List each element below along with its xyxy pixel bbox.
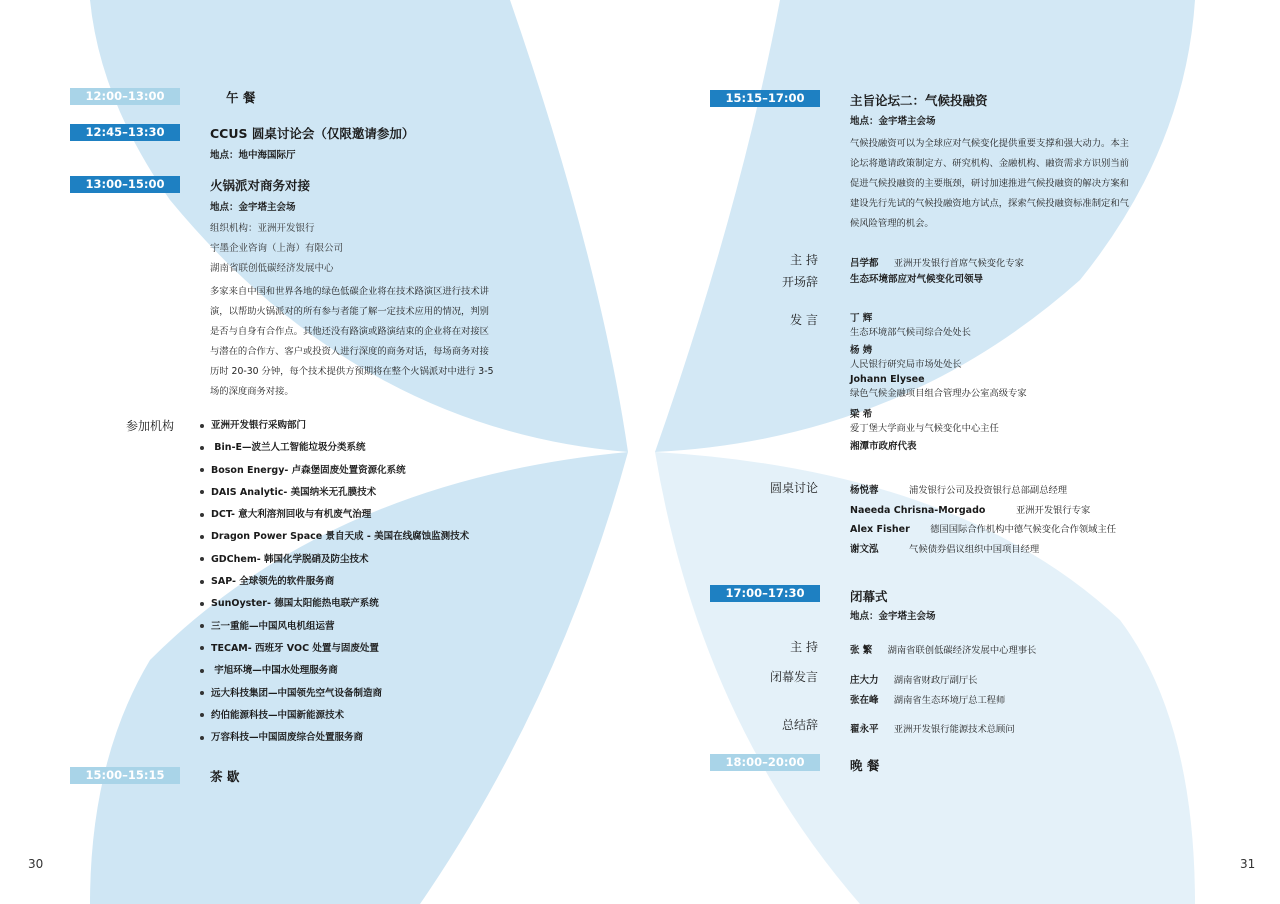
roundtable-name: 杨悦蓉 — [850, 485, 879, 496]
roundtable-entry — [850, 537, 1039, 556]
participant-item: 万容科技—中国固废综合处置服务商 — [200, 729, 469, 751]
closing-speech-name: 张在峰 — [850, 695, 879, 706]
hotpot-organizer-3: 湖南省联创低碳经济发展中心 — [210, 263, 334, 274]
participant-item: TECAM- 西班牙 VOC 处置与固废处置 — [200, 640, 469, 662]
ccus-title: CCUS 圆桌讨论会（仅限邀请参加） — [210, 126, 415, 141]
closing-time-badge: 17:00–17:30 — [710, 585, 820, 602]
speaker-entry — [850, 342, 962, 370]
forum-title: 主旨论坛二：气候投融资 — [850, 93, 988, 108]
speaker-entry — [850, 310, 971, 338]
forum-host-name: 吕学都 — [850, 258, 879, 269]
roundtable-name: Alex Fisher — [850, 524, 910, 535]
bullet-icon — [200, 535, 204, 539]
forum-time-badge: 15:15–17:00 — [710, 90, 820, 107]
forum-host — [850, 251, 1024, 270]
tea-title: 茶 歇 — [210, 769, 240, 784]
hotpot-desc-line: 场的深度商务对接。 — [210, 386, 294, 397]
lunch-title: 午 餐 — [226, 90, 256, 105]
speaker-entry — [850, 374, 1027, 399]
hotpot-desc-line: 历时 20-30 分钟，每个技术提供方预期将在整个火锅派对中进行 3-5 — [210, 366, 494, 377]
roundtable-role: 亚洲开发银行专家 — [1015, 505, 1091, 516]
speaker-extra: 湘潭市政府代表 — [850, 441, 917, 452]
speaker-name: 杨 娉 — [850, 345, 873, 356]
participant-item: 亚洲开发银行采购部门 — [200, 417, 469, 439]
closing-speech-entry — [850, 688, 1005, 707]
hotpot-desc-line: 与潜在的合作方、客户或投资人进行深度的商务对话，每场商务对接 — [210, 346, 489, 357]
closing-host-role: 湖南省联创低碳经济发展中心理事长 — [887, 645, 1037, 656]
speaker-role: 生态环境部气候司综合处处长 — [850, 327, 971, 338]
roundtable-name: Naeeda Chrisna-Morgado — [850, 505, 986, 516]
forum-location: 地点：金宇塔主会场 — [850, 116, 936, 127]
bullet-icon — [200, 468, 204, 472]
summary-name: 翟永平 — [850, 724, 879, 735]
speaker-role: 绿色气候金融项目组合管理办公室高级专家 — [850, 388, 1027, 399]
forum-host-label: 主 持 — [790, 253, 818, 267]
dinner-time-badge: 18:00–20:00 — [710, 754, 820, 771]
speaker-name: 丁 辉 — [850, 313, 873, 324]
bullet-icon — [200, 736, 204, 740]
lunch-time-badge: 12:00–13:00 — [70, 88, 180, 105]
summary-role: 亚洲开发银行能源技术总顾问 — [893, 724, 1015, 735]
participant-item: SunOyster- 德国太阳能热电联产系统 — [200, 595, 469, 617]
hotpot-desc-line: 演，以帮助火锅派对的所有参与者能了解一定技术应用的情况，判别 — [210, 306, 489, 317]
ccus-location: 地点：地中海国际厅 — [210, 150, 296, 161]
bullet-icon — [200, 669, 204, 673]
bullet-icon — [200, 602, 204, 606]
bullet-icon — [200, 713, 204, 717]
closing-speech-entry — [850, 668, 977, 687]
hotpot-title: 火锅派对商务对接 — [210, 178, 311, 193]
participant-item: DAIS Analytic- 美国纳米无孔膜技术 — [200, 484, 469, 506]
participant-item: GDChem- 韩国化学脱硝及防尘技术 — [200, 551, 469, 573]
roundtable-entry — [850, 478, 1067, 497]
participant-item: 宇旭环境—中国水处理服务商 — [200, 662, 469, 684]
participants-label: 参加机构 — [126, 419, 175, 433]
speaker-role: 人民银行研究局市场处处长 — [850, 359, 962, 370]
page-number-right: 31 — [1240, 857, 1256, 871]
hotpot-desc-line: 是否与自身有合作点。其他还没有路演或路演结束的企业将在对接区 — [210, 326, 489, 337]
hotpot-desc-line: 多家来自中国和世界各地的绿色低碳企业将在技术路演区进行技术讲 — [210, 286, 489, 297]
summary-entry — [850, 717, 1015, 736]
bullet-icon — [200, 424, 204, 428]
tea-time-badge: 15:00–15:15 — [70, 767, 180, 784]
bullet-icon — [200, 624, 204, 628]
bullet-icon — [200, 646, 204, 650]
bullet-icon — [200, 557, 204, 561]
forum-desc-line: 促进气候投融资的主要瓶颈，研讨加速推进气候投融资的解决方案和 — [850, 178, 1129, 189]
participant-item: 三一重能—中国风电机组运营 — [200, 618, 469, 640]
roundtable-role: 德国国际合作机构中德气候变化合作领域主任 — [930, 524, 1117, 535]
roundtable-entry — [850, 498, 1090, 517]
forum-description — [850, 134, 1129, 234]
speaker-entry — [850, 406, 999, 434]
forum-desc-line: 论坛将邀请政策制定方、研究机构、金融机构、融资需求方识别当前 — [850, 158, 1129, 169]
participant-item: SAP- 全球领先的软件服务商 — [200, 573, 469, 595]
participant-item: Bin-E—波兰人工智能垃圾分类系统 — [200, 439, 469, 461]
roundtable-role: 浦发银行公司及投资银行总部副总经理 — [909, 485, 1068, 496]
bullet-icon — [200, 490, 204, 494]
participant-item: Boson Energy- 卢森堡固废处置资源化系统 — [200, 462, 469, 484]
hotpot-location: 地点：金宇塔主会场 — [210, 202, 296, 213]
roundtable-label: 圆桌讨论 — [769, 481, 818, 495]
bullet-icon — [200, 691, 204, 695]
bullet-icon — [200, 446, 204, 450]
participant-item: Dragon Power Space 景自天成 - 美国在线腐蚀监测技术 — [200, 528, 469, 550]
ccus-time-badge: 12:45–13:30 — [70, 124, 180, 141]
closing-speech-label: 闭幕发言 — [769, 670, 818, 684]
roundtable-entry — [850, 517, 1116, 536]
hotpot-organizer-2: 宇墨企业咨询（上海）有限公司 — [210, 243, 344, 254]
roundtable-role: 气候债券倡议组织中国项目经理 — [909, 544, 1040, 555]
bullet-icon — [200, 513, 204, 517]
speakers-label: 发 言 — [790, 313, 818, 327]
forum-host-role: 亚洲开发银行首席气候变化专家 — [893, 258, 1024, 269]
forum-desc-line: 建设先行先试的气候投融资地方试点，探索气候投融资标准制定和气 — [850, 198, 1129, 209]
closing-location: 地点：金宇塔主会场 — [850, 611, 936, 622]
hotpot-time-badge: 13:00–15:00 — [70, 176, 180, 193]
closing-speech-role: 湖南省财政厅副厅长 — [893, 675, 978, 686]
closing-host-label: 主 持 — [790, 640, 818, 654]
dinner-title: 晚 餐 — [850, 758, 880, 773]
closing-speech-name: 庄大力 — [850, 675, 879, 686]
page-number-left: 30 — [28, 857, 44, 871]
forum-desc-line: 气候投融资可以为全球应对气候变化提供重要支撑和强大动力。本主 — [850, 138, 1129, 149]
speaker-name: 梁 希 — [850, 409, 873, 420]
closing-speech-role: 湖南省生态环境厅总工程师 — [893, 695, 1006, 706]
speaker-role: 爱丁堡大学商业与气候变化中心主任 — [850, 423, 999, 434]
participant-item: 远大科技集团—中国领先空气设备制造商 — [200, 685, 469, 707]
hotpot-organizer-1: 组织机构：亚洲开发银行 — [210, 223, 315, 234]
summary-label: 总结辞 — [781, 718, 818, 732]
opening-label: 开场辞 — [781, 275, 818, 289]
participant-item: 约伯能源科技—中国新能源技术 — [200, 707, 469, 729]
speaker-name: Johann Elysee — [850, 374, 925, 385]
closing-host-name: 张 繁 — [850, 645, 873, 656]
hotpot-description — [210, 282, 494, 402]
opening-speaker: 生态环境部应对气候变化司领导 — [850, 274, 984, 285]
participants-list — [200, 417, 469, 751]
bullet-icon — [200, 580, 204, 584]
closing-host — [850, 638, 1036, 657]
closing-title: 闭幕式 — [850, 589, 888, 604]
participant-item: DCT- 意大利溶剂回收与有机废气治理 — [200, 506, 469, 528]
forum-desc-line: 候风险管理的机会。 — [850, 218, 934, 229]
roundtable-name: 谢文泓 — [850, 544, 879, 555]
